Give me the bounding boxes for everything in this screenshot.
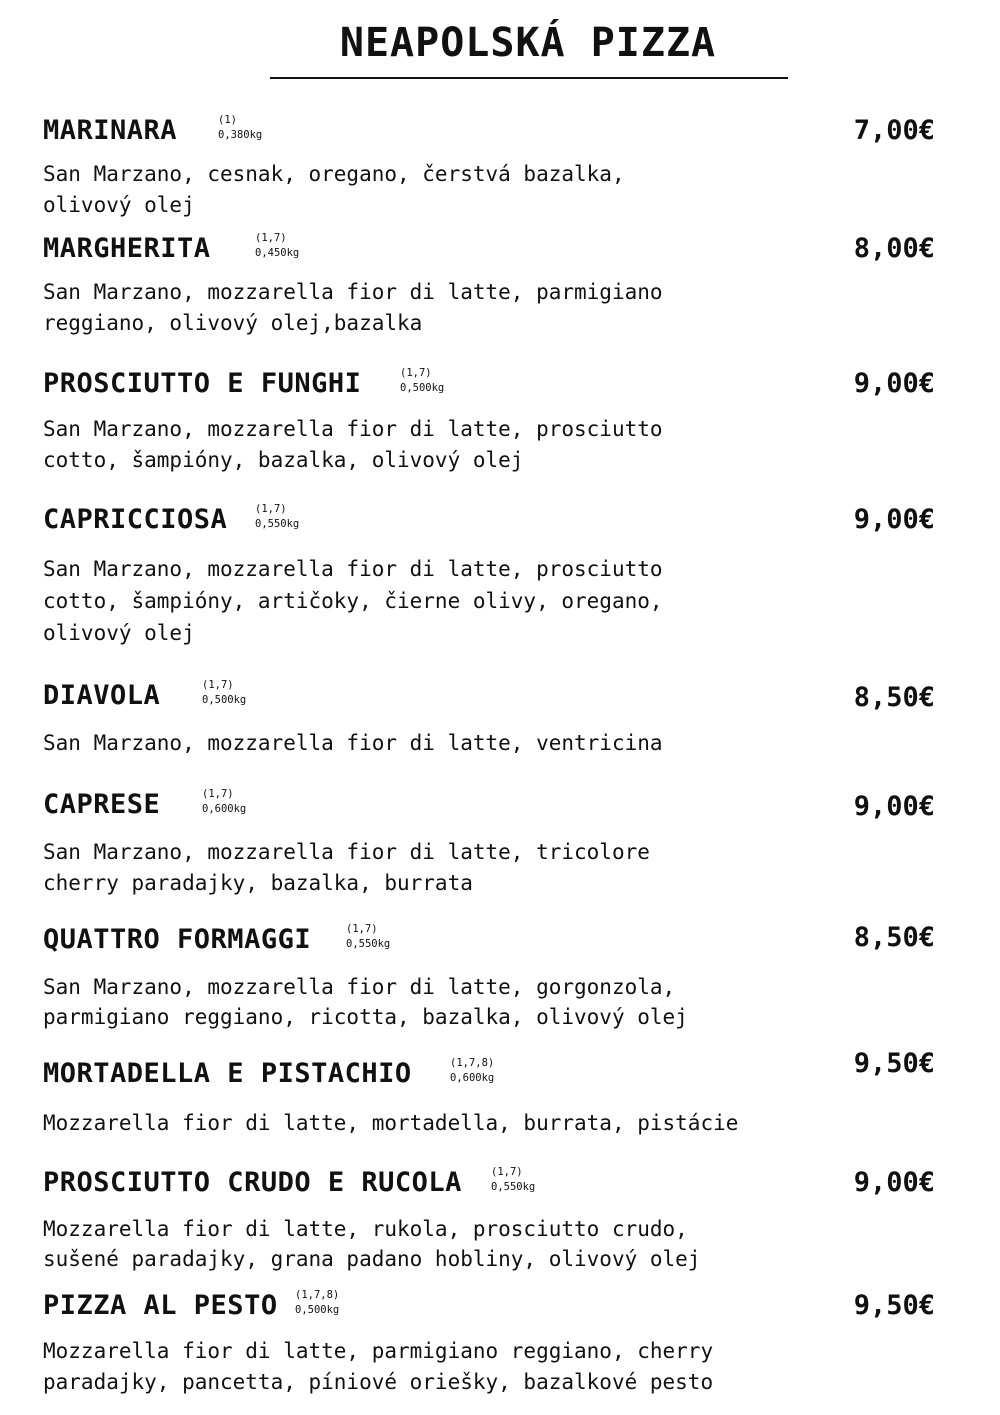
menu-item-prosciutto-e-funghi bbox=[43, 367, 935, 472]
item-weight: 0,500kg bbox=[295, 1304, 340, 1316]
item-price: 9,00€ bbox=[853, 1167, 935, 1198]
item-desc-line: reggiano, olivový olej,bazalka bbox=[43, 311, 423, 335]
item-name: PROSCIUTTO E FUNGHI bbox=[43, 368, 362, 399]
item-allergens: (1,7) bbox=[491, 1166, 523, 1178]
item-name: MARGHERITA bbox=[43, 233, 211, 264]
item-meta bbox=[255, 502, 299, 532]
item-desc-line: San Marzano, mozzarella fior di latte, tricolore bbox=[43, 840, 650, 864]
item-desc-line: San Marzano, mozzarella fior di latte, prosciutto bbox=[43, 557, 663, 581]
menu-item-capricciosa bbox=[43, 503, 935, 645]
item-price: 9,00€ bbox=[853, 791, 935, 822]
item-name: PIZZA AL PESTO bbox=[43, 1290, 278, 1321]
item-desc-line: San Marzano, mozzarella fior di latte, ventricina bbox=[43, 731, 663, 755]
item-name: CAPRICCIOSA bbox=[43, 504, 228, 535]
item-desc-line: cotto, šampióny, bazalka, olivový olej bbox=[43, 448, 524, 472]
title-underline bbox=[270, 77, 788, 79]
menu-item-diavola bbox=[43, 679, 935, 755]
item-desc-line: cherry paradajky, bazalka, burrata bbox=[43, 871, 473, 895]
item-price: 9,00€ bbox=[853, 504, 935, 535]
item-price: 9,50€ bbox=[853, 1048, 935, 1079]
item-allergens: (1) bbox=[218, 114, 237, 126]
item-desc-line: olivový olej bbox=[43, 193, 195, 217]
item-desc-line: San Marzano, cesnak, oregano, čerstvá bazalka, bbox=[43, 162, 625, 186]
item-meta bbox=[202, 678, 246, 708]
item-allergens: (1,7) bbox=[400, 367, 432, 379]
item-allergens: (1,7) bbox=[255, 232, 287, 244]
item-weight: 0,550kg bbox=[491, 1181, 536, 1193]
item-desc-line: olivový olej bbox=[43, 621, 195, 645]
item-allergens: (1,7,8) bbox=[450, 1057, 495, 1069]
item-allergens: (1,7,8) bbox=[295, 1289, 340, 1301]
item-meta bbox=[255, 231, 299, 261]
item-weight: 0,450kg bbox=[255, 247, 300, 259]
item-price: 8,00€ bbox=[853, 233, 935, 264]
item-desc-line: San Marzano, mozzarella fior di latte, parmigiano bbox=[43, 280, 663, 304]
item-meta bbox=[491, 1165, 535, 1195]
item-weight: 0,500kg bbox=[400, 382, 445, 394]
item-meta bbox=[346, 922, 390, 952]
item-allergens: (1,7) bbox=[202, 788, 234, 800]
item-desc-line: Mozzarella fior di latte, parmigiano reggiano, cherry bbox=[43, 1339, 714, 1363]
item-meta bbox=[400, 366, 444, 396]
item-desc-line: parmigiano reggiano, ricotta, bazalka, olivový olej bbox=[43, 1005, 688, 1029]
item-price: 8,50€ bbox=[853, 922, 935, 953]
item-meta bbox=[202, 787, 246, 817]
item-desc-line: paradajky, pancetta, píniové oriešky, bazalkové pesto bbox=[43, 1370, 714, 1394]
item-desc-line: cotto, šampióny, artičoky, čierne olivy, oregano, bbox=[43, 589, 663, 613]
item-allergens: (1,7) bbox=[346, 923, 378, 935]
item-price: 9,50€ bbox=[853, 1290, 935, 1321]
item-weight: 0,600kg bbox=[202, 803, 247, 815]
item-weight: 0,500kg bbox=[202, 694, 247, 706]
item-weight: 0,550kg bbox=[255, 518, 300, 530]
menu-item-caprese bbox=[43, 788, 935, 895]
menu-item-margherita bbox=[43, 232, 935, 335]
item-meta bbox=[450, 1056, 494, 1086]
menu-item-marinara bbox=[43, 114, 935, 217]
item-desc-line: San Marzano, mozzarella fior di latte, gorgonzola, bbox=[43, 975, 676, 999]
menu-item-mortadella-e-pistachio bbox=[43, 1048, 935, 1135]
item-meta bbox=[218, 113, 262, 143]
item-desc-line: San Marzano, mozzarella fior di latte, prosciutto bbox=[43, 417, 663, 441]
menu-item-quattro-formaggi bbox=[43, 922, 935, 1029]
item-name: MORTADELLA E PISTACHIO bbox=[43, 1058, 412, 1089]
item-name: PROSCIUTTO CRUDO E RUCOLA bbox=[43, 1167, 462, 1198]
item-meta bbox=[295, 1288, 339, 1318]
menu-item-pizza-al-pesto bbox=[43, 1289, 935, 1394]
item-allergens: (1,7) bbox=[202, 679, 234, 691]
item-price: 7,00€ bbox=[853, 115, 935, 146]
menu-item-prosciutto-crudo-e-rucola bbox=[43, 1166, 935, 1271]
item-weight: 0,550kg bbox=[346, 938, 391, 950]
item-price: 8,50€ bbox=[853, 682, 935, 713]
page-title: NEAPOLSKÁ PIZZA bbox=[339, 20, 717, 66]
item-weight: 0,600kg bbox=[450, 1072, 495, 1084]
item-name: CAPRESE bbox=[43, 789, 161, 820]
item-weight: 0,380kg bbox=[218, 129, 263, 141]
item-price: 9,00€ bbox=[853, 368, 935, 399]
item-desc-line: sušené paradajky, grana padano hobliny, olivový olej bbox=[43, 1247, 701, 1271]
item-desc-line: Mozzarella fior di latte, mortadella, burrata, pistácie bbox=[43, 1111, 739, 1135]
item-name: DIAVOLA bbox=[43, 680, 161, 711]
item-name: QUATTRO FORMAGGI bbox=[43, 924, 312, 955]
item-desc-line: Mozzarella fior di latte, rukola, prosciutto crudo, bbox=[43, 1217, 688, 1241]
item-allergens: (1,7) bbox=[255, 503, 287, 515]
item-name: MARINARA bbox=[43, 115, 178, 146]
